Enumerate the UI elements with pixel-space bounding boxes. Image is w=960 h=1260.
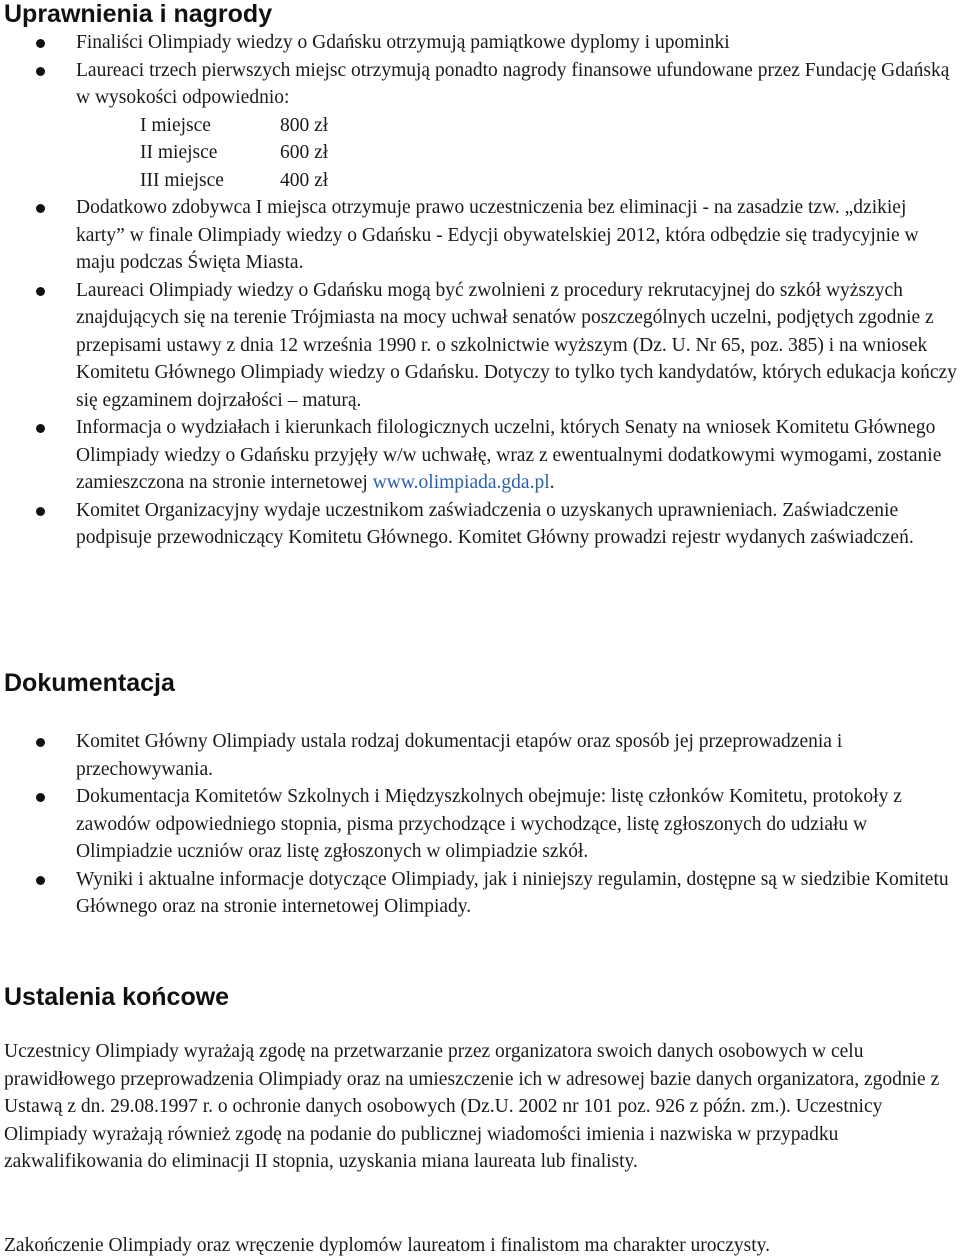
bullet-icon	[36, 39, 45, 48]
list-item: Komitet Organizacyjny wydaje uczestnikom zaświadczenia o uzyskanych uprawnieniach. Zaświadczenie podpisuje przewodniczący Komitetu Głównego. Komitet Główny prowadzi rejestr wydanych zaświadczeń.	[0, 497, 960, 552]
bullet-icon	[36, 287, 45, 296]
bullet-icon	[36, 738, 45, 747]
bullet-icon	[36, 424, 45, 433]
bullet-icon	[36, 507, 45, 516]
list-item: Dodatkowo zdobywca I miejsca otrzymuje prawo uczestniczenia bez eliminacji - na zasadzie tzw. „dzikiej karty” w finale Olimpiady wiedzy o Gdańsku - Edycji obywatelskiej 2012, która odbędzie się tradycyjnie w maju podczas Święta Miasta.	[0, 194, 960, 277]
bullet-icon	[36, 793, 45, 802]
prize-row: I miejsce 800 zł	[140, 114, 329, 136]
prize-table	[0, 112, 958, 195]
heading-ustalenia: Ustalenia końcowe	[4, 983, 230, 1011]
list-item: Laureaci trzech pierwszych miejsc otrzymują ponadto nagrody finansowe ufundowane przez Fundację Gdańską w wysokości odpowiednio: I miejsce 800 zł II miejsce 600 zł III miejsce 400 zł	[0, 57, 960, 195]
heading-uprawnienia: Uprawnienia i nagrody	[4, 0, 273, 28]
bullet-icon	[36, 67, 45, 76]
list-item: Informacja o wydziałach i kierunkach filologicznych uczelni, których Senaty na wniosek Komitetu Głównego Olimpiady wiedzy o Gdańsku przyjęły w/w uchwałę, wraz z ewentualnymi dodatkowymi wymogami, zostanie zamieszczona na stronie internetowej www.olimpiada.gda.pl.	[0, 414, 960, 497]
list-dokumentacja	[0, 728, 960, 921]
list-uprawnienia	[0, 29, 960, 552]
list-item: Finaliści Olimpiady wiedzy o Gdańsku otrzymują pamiątkowe dyplomy i upominki	[0, 29, 960, 57]
list-item: Dokumentacja Komitetów Szkolnych i Międzyszkolnych obejmuje: listę członków Komitetu, protokoły z zawodów odpowiedniego stopnia, pisma przychodzące i wychodzące, listę zgłoszonych do udziału w Olimpiadzie uczniów oraz listę zgłoszonych w olimpiadzie szkół.	[0, 783, 960, 866]
heading-dokumentacja: Dokumentacja	[4, 669, 175, 697]
paragraph-ustalenia: Uczestnicy Olimpiady wyrażają zgodę na przetwarzanie przez organizatora swoich danych osobowych w celu prawidłowego przeprowadzenia Olimpiady oraz na umieszczenie ich w adresowej bazie danych organizatora, zgodnie z Ustawą z dn. 29.08.1997 r. o ochronie danych osobowych (Dz.U. 2002 nr 101 poz. 926 z późn. zm.). Uczestnicy Olimpiady wyrażają również zgodę na podanie do publicznej wiadomości imienia i nazwiska w przypadku zakwalifikowania do eliminacji II stopnia, uzyskania miana laureata lub finalisty.	[4, 1041, 940, 1173]
prize-row: III miejsce 400 zł	[140, 169, 329, 191]
list-item: Komitet Główny Olimpiady ustala rodzaj dokumentacji etapów oraz sposób jej przeprowadzenia i przechowywania.	[0, 728, 960, 783]
bullet-icon	[36, 876, 45, 885]
prize-row: II miejsce 600 zł	[140, 142, 329, 163]
list-item: Laureaci Olimpiady wiedzy o Gdańsku mogą być zwolnieni z procedury rekrutacyjnej do szkół wyższych znajdujących się na terenie Trójmiasta na mocy uchwał senatów poszczególnych uczelni, podjętych zgodnie z przepisami ustawy z dnia 12 września 1990 r. o szkolnictwie wyższym (Dz. U. Nr 65, poz. 385) i na wniosek Komitetu Głównego Olimpiady wiedzy o Gdańsku. Dotyczy to tylko tych kandydatów, których edukacja kończy się egzaminem dojrzałości – maturą.	[0, 277, 960, 415]
paragraph-zakonczenie: Zakończenie Olimpiady oraz wręczenie dyplomów laureatom i finalistom ma charakter uroczysty.	[4, 1235, 770, 1256]
website-link[interactable]: www.olimpiada.gda.pl	[372, 472, 550, 493]
list-item: Wyniki i aktualne informacje dotyczące Olimpiady, jak i niniejszy regulamin, dostępne są w siedzibie Komitetu Głównego oraz na stronie internetowej Olimpiady.	[0, 866, 960, 921]
bullet-icon	[36, 204, 45, 213]
